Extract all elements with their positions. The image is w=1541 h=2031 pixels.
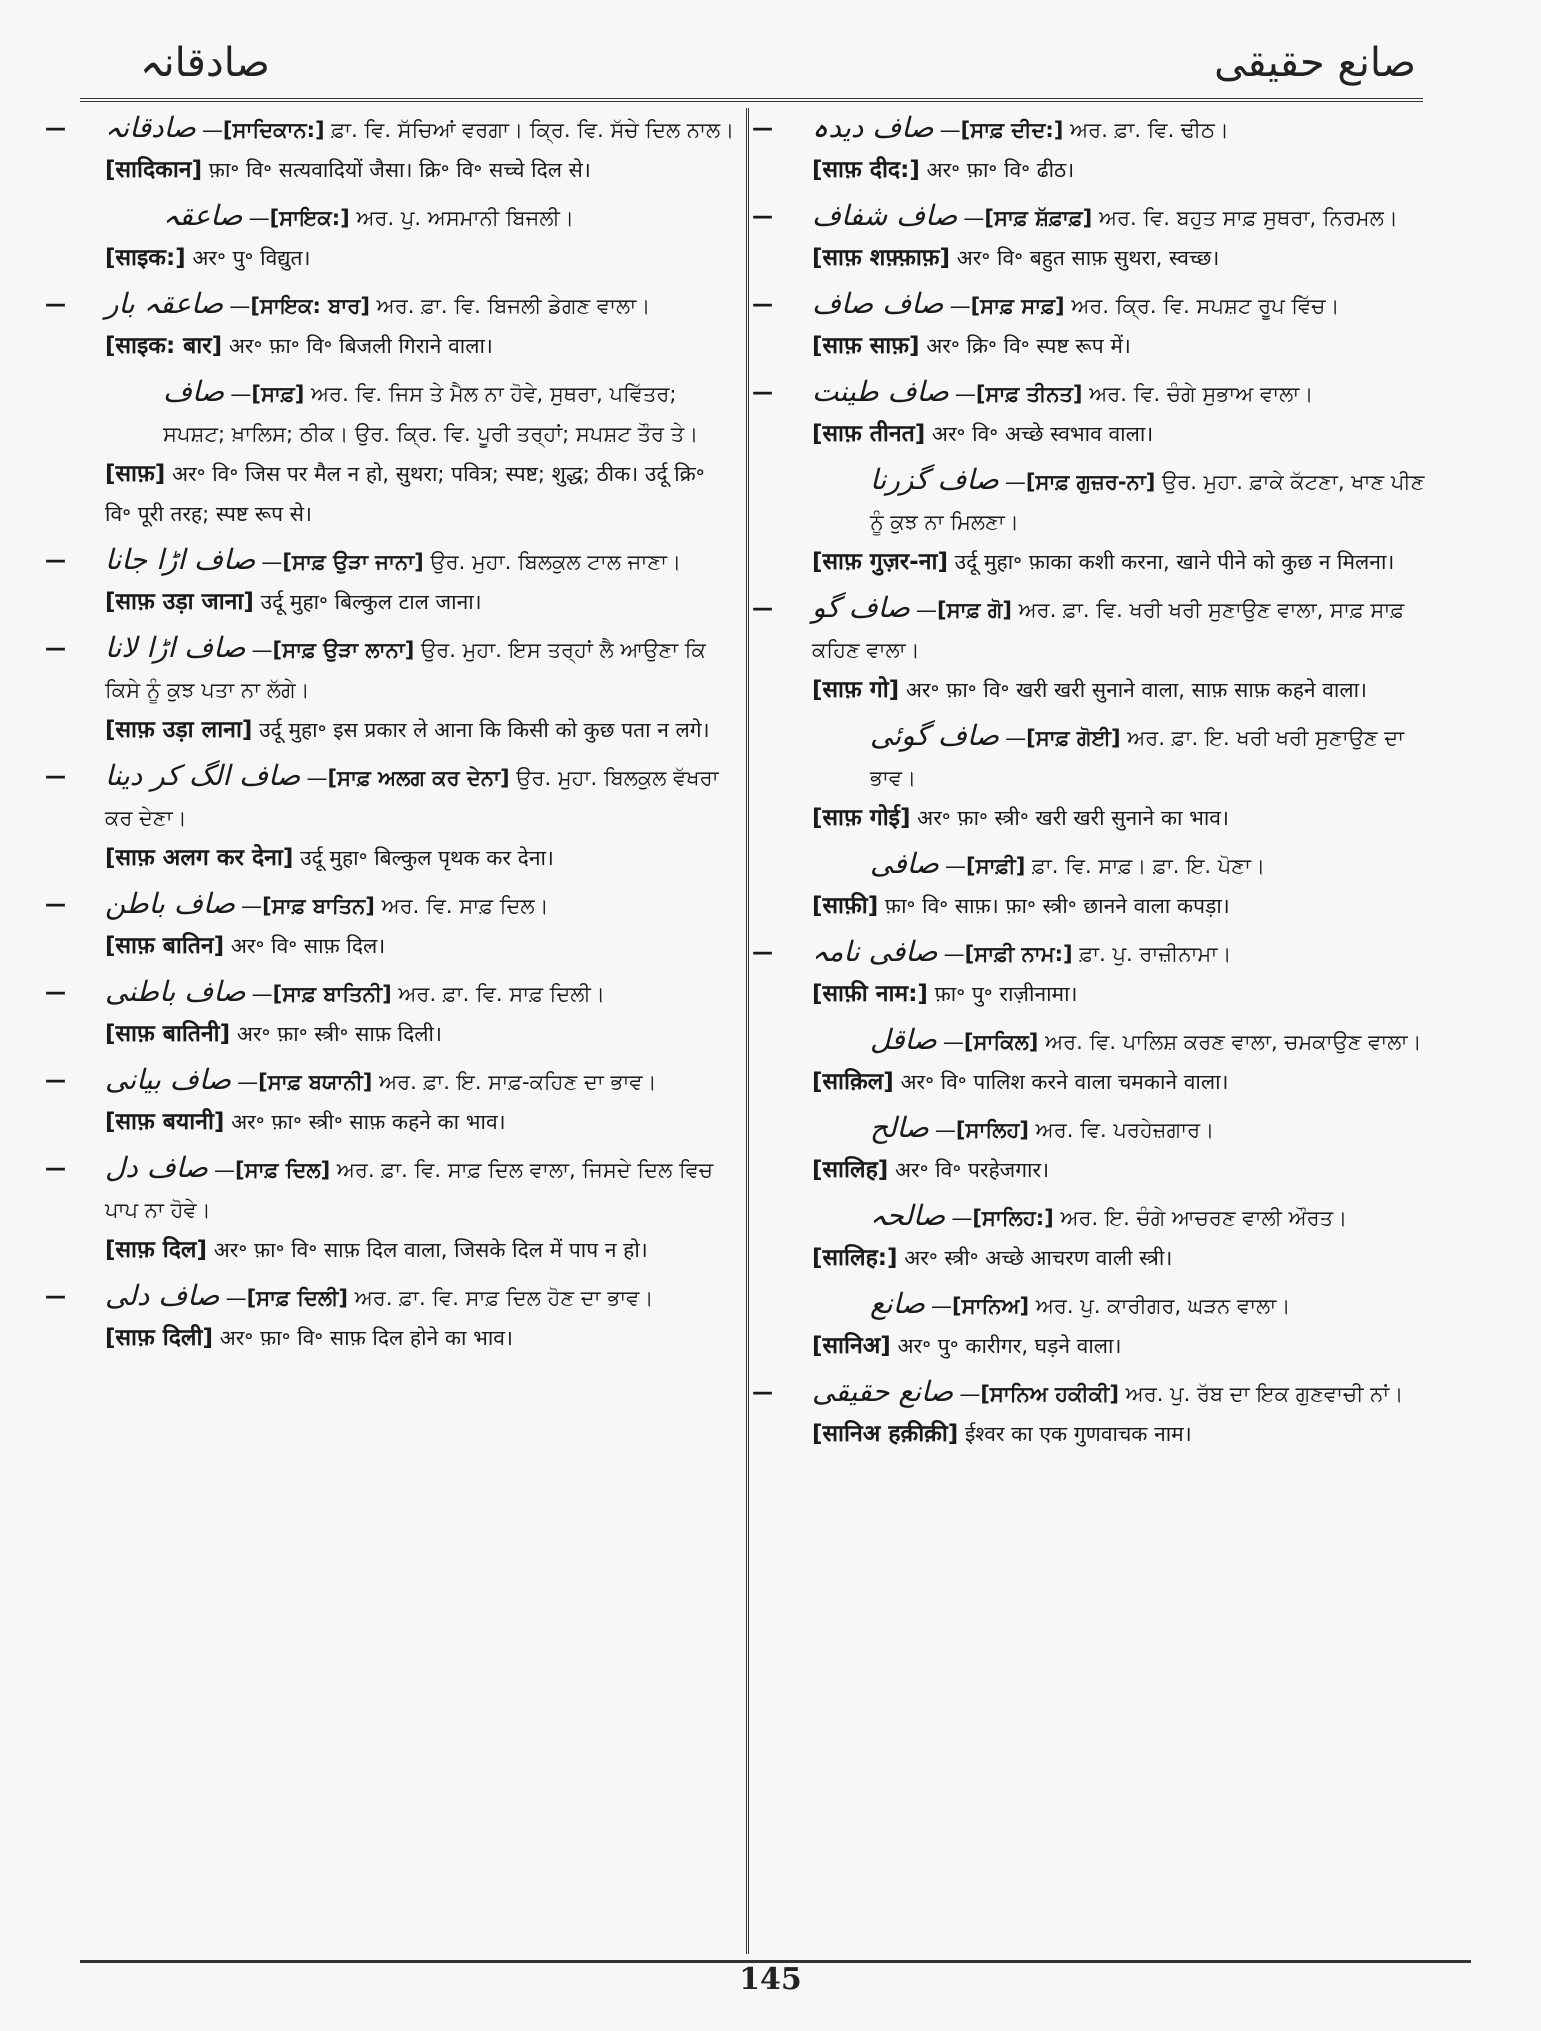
punjabi-definition: ਅਰ. ਫ਼ਾ. ਵਿ. ਬਿਜਲੀ ਡੇਗਣ ਵਾਲਾ। bbox=[376, 294, 651, 318]
punjabi-definition: ਅਰ. ਫ਼ਾ. ਵਿ. ਸਾਫ਼ ਦਿਲ ਵਾਲਾ, ਜਿਸਦੇ ਦਿਲ ਵਿਚ ਪਾਪ ਨਾ ਹੋਵੇ। bbox=[105, 1158, 714, 1222]
punjabi-headword: [ਸਾਫ਼ ਦਿਲ] bbox=[235, 1158, 331, 1182]
hindi-definition: अर॰ फ़ा॰ स्त्री॰ साफ़ कहने का भाव। bbox=[231, 1110, 506, 1134]
hindi-headword: [साफ़ बयानी] bbox=[105, 1109, 225, 1135]
punjabi-headword: [ਸਾਫ਼ ਸ਼ੱਫ਼ਾਫ਼] bbox=[984, 206, 1093, 230]
top-rule bbox=[80, 98, 1423, 106]
hindi-definition: अर॰ फ़ा॰ वि॰ खरी खरी सुनाने वाला, साफ़ साफ़ कहने वाला। bbox=[905, 678, 1368, 702]
hindi-definition: फ़ा॰ पु॰ राज़ीनामा। bbox=[934, 982, 1078, 1006]
hindi-headword: [साफ़ अलग कर देना] bbox=[105, 845, 294, 871]
hindi-headword: [साफ़ शफ़्फ़ाफ़] bbox=[812, 245, 951, 271]
entry-dash: — bbox=[45, 1068, 66, 1092]
hindi-headword: [साफ़ दिल] bbox=[105, 1237, 208, 1263]
punjabi-line: — صاف باطن —[ਸਾਫ਼ ਬਾਤਿਨ] ਅਰ. ਵਿ. ਸਾਫ਼ ਦਿਲ। bbox=[105, 884, 735, 926]
hindi-definition: अर॰ वि॰ अच्छे स्वभाव वाला। bbox=[931, 422, 1154, 446]
hindi-line bbox=[812, 886, 1442, 926]
punjabi-line: — صاف دیدہ —[ਸਾਫ਼ ਦੀਦ:] ਅਰ. ਫ਼ਾ. ਵਿ. ਢੀਠ। bbox=[812, 108, 1442, 150]
running-head-left: صادقانہ bbox=[140, 40, 270, 86]
punjabi-headword: [ਸਾਫ਼ ਦੀਦ:] bbox=[960, 118, 1064, 142]
entry-dash: — bbox=[45, 1284, 66, 1308]
punjabi-headword: [ਸਾਫ਼] bbox=[251, 382, 305, 406]
hindi-line bbox=[812, 1238, 1442, 1278]
dictionary-entry bbox=[812, 1108, 1442, 1190]
punjabi-headword: [ਸਾਫ਼ ਬਯਾਨੀ] bbox=[258, 1070, 373, 1094]
punjabi-line: — صاف اڑا جانا —[ਸਾਫ਼ ਉੜਾ ਜਾਨਾ] ਉਰ. ਮੁਹਾ. ਬਿਲਕੁਲ ਟਾਲ ਜਾਣਾ। bbox=[105, 540, 735, 582]
hindi-definition: अर॰ स्त्री॰ अच्छे आचरण वाली स्त्री। bbox=[904, 1246, 1173, 1270]
hindi-definition: उर्दू मुहा॰ बिल्कुल टाल जाना। bbox=[260, 590, 482, 614]
entry-dash: — bbox=[752, 380, 773, 404]
hindi-line bbox=[105, 1102, 735, 1142]
urdu-headword: صاف bbox=[163, 375, 225, 408]
punjabi-headword: [ਸਾਫ਼ ਸਾਫ਼] bbox=[970, 294, 1065, 318]
entry-dash: — bbox=[45, 980, 66, 1004]
hindi-headword: [सालिह] bbox=[812, 1157, 889, 1183]
hindi-definition: अर॰ क्रि॰ वि॰ स्पष्ट रूप में। bbox=[926, 334, 1131, 358]
hindi-definition: फ़ा॰ वि॰ साफ़। फ़ा॰ स्त्री॰ छानने वाला कपड़ा। bbox=[884, 894, 1230, 918]
punjabi-definition: ਅਰ. ਵਿ. ਬਹੁਤ ਸਾਫ਼ ਸੁਥਰਾ, ਨਿਰਮਲ। bbox=[1098, 206, 1398, 230]
entry-dash: — bbox=[752, 116, 773, 140]
punjabi-definition: ਅਰ. ਵਿ. ਚੰਗੇ ਸੁਭਾਅ ਵਾਲਾ। bbox=[1089, 382, 1314, 406]
hindi-definition: ईश्वर का एक गुणवाचक नाम। bbox=[964, 1422, 1192, 1446]
punjabi-line: صاقل —[ਸਾਕਿਲ] ਅਰ. ਵਿ. ਪਾਲਿਸ਼ ਕਰਣ ਵਾਲਾ, ਚਮਕਾਉਣ ਵਾਲਾ। bbox=[870, 1023, 1422, 1056]
punjabi-line: صافی —[ਸਾਫ਼ੀ] ਫ਼ਾ. ਵਿ. ਸਾਫ਼। ਫ਼ਾ. ਇ. ਪੋਣਾ। bbox=[870, 847, 1266, 880]
hindi-definition: अर॰ फ़ा॰ स्त्री॰ साफ़ दिली। bbox=[236, 1022, 442, 1046]
hindi-headword: [साइक: बार] bbox=[105, 333, 223, 359]
urdu-headword: صالح bbox=[870, 1111, 929, 1144]
urdu-headword: صاف باطنی bbox=[105, 975, 246, 1008]
hindi-definition: अर॰ वि॰ परहेजगार। bbox=[894, 1158, 1050, 1182]
punjabi-definition: ਉਰ. ਮੁਹਾ. ਇਸ ਤਰ੍ਹਾਂ ਲੈ ਆਉਣਾ ਕਿ ਕਿਸੇ ਨੂੰ ਕੁਝ ਪਤਾ ਨਾ ਲੱਗੇ। bbox=[105, 638, 706, 702]
punjabi-headword: [ਸਾਲਿਹ] bbox=[955, 1118, 1029, 1142]
dictionary-entry bbox=[45, 1060, 735, 1142]
punjabi-line: صاف گزرنا —[ਸਾਫ਼ ਗੁਜ਼ਰ-ਨਾ] ਉਰ. ਮੁਹਾ. ਫ਼ਾਕੇ ਕੱਟਣਾ, ਖਾਣ ਪੀਣ ਨੂੰ ਕੁਝ ਨਾ ਮਿਲਣਾ। bbox=[870, 463, 1425, 534]
hindi-line bbox=[105, 150, 735, 190]
urdu-headword: صاف طینت bbox=[812, 375, 949, 408]
urdu-headword: صاقل bbox=[870, 1023, 937, 1056]
punjabi-headword: [ਸਾਨਿਅ ਹਕੀਕੀ] bbox=[980, 1382, 1119, 1406]
entry-dash: — bbox=[45, 636, 66, 660]
dictionary-entry bbox=[45, 108, 735, 190]
hindi-headword: [सानिअ हक़ीक़ी] bbox=[812, 1421, 959, 1447]
urdu-headword: صاف اڑا جانا bbox=[105, 543, 256, 576]
hindi-definition: अर॰ वि॰ साफ़ दिल। bbox=[230, 934, 386, 958]
entry-dash: — bbox=[752, 596, 773, 620]
punjabi-line: — صاف گو —[ਸਾਫ਼ ਗੋ] ਅਰ. ਫ਼ਾ. ਵਿ. ਖਰੀ ਖਰੀ ਸੁਣਾਉਣ ਵਾਲਾ, ਸਾਫ਼ ਸਾਫ਼ ਕਹਿਣ ਵਾਲਾ। bbox=[812, 588, 1442, 670]
punjabi-line: — صاعقہ بار —[ਸਾਇਕ: ਬਾਰ] ਅਰ. ਫ਼ਾ. ਵਿ. ਬਿਜਲੀ ਡੇਗਣ ਵਾਲਾ। bbox=[105, 284, 735, 326]
hindi-line bbox=[105, 582, 735, 622]
dictionary-entry bbox=[45, 540, 735, 622]
urdu-headword: صاف گو bbox=[812, 591, 911, 624]
hindi-headword: [साफ़ तीनत] bbox=[812, 421, 926, 447]
dictionary-entry bbox=[752, 588, 1442, 710]
punjabi-definition: ਅਰ. ਵਿ. ਪਾਲਿਸ਼ ਕਰਣ ਵਾਲਾ, ਚਮਕਾਉਣ ਵਾਲਾ। bbox=[1045, 1030, 1422, 1054]
punjabi-headword: [ਸਾਨਿਅ] bbox=[952, 1294, 1030, 1318]
punjabi-definition: ਫ਼ਾ. ਵਿ. ਸੱਚਿਆਂ ਵਰਗਾ। ਕ੍ਰਿ. ਵਿ. ਸੱਚੇ ਦਿਲ ਨਾਲ। bbox=[331, 118, 735, 142]
entry-dash: — bbox=[752, 1380, 773, 1404]
left-column bbox=[45, 108, 735, 1364]
dictionary-entry bbox=[752, 1372, 1442, 1454]
hindi-line bbox=[105, 1014, 735, 1054]
page-number: 145 bbox=[739, 1962, 802, 1997]
hindi-line bbox=[812, 1414, 1442, 1454]
punjabi-headword: [ਸਾਇਕ: ਬਾਰ] bbox=[250, 294, 370, 318]
hindi-headword: [साफ़ बातिनी] bbox=[105, 1021, 231, 1047]
hindi-headword: [साफ़ गोई] bbox=[812, 805, 911, 831]
hindi-definition: अर॰ पु॰ विद्युत। bbox=[192, 246, 311, 270]
entry-dash: — bbox=[45, 116, 66, 140]
hindi-line bbox=[812, 1150, 1442, 1190]
punjabi-definition: ਅਰ. ਕ੍ਰਿ. ਵਿ. ਸਪਸ਼ਟ ਰੂਪ ਵਿੱਚ। bbox=[1071, 294, 1340, 318]
punjabi-headword: [ਸਾਫ਼ੀ ਨਾਮ:] bbox=[964, 942, 1073, 966]
punjabi-headword: [ਸਾਫ਼ ਅਲਗ ਕਰ ਦੇਨਾ] bbox=[327, 766, 510, 790]
hindi-line bbox=[812, 326, 1442, 366]
hindi-definition: उर्दू मुहा॰ बिल्कुल पृथक कर देना। bbox=[300, 846, 554, 870]
punjabi-headword: [ਸਾਫ਼ ਤੀਨਤ] bbox=[975, 382, 1083, 406]
hindi-headword: [सालिह:] bbox=[812, 1245, 898, 1271]
punjabi-line: صالح —[ਸਾਲਿਹ] ਅਰ. ਵਿ. ਪਰਹੇਜ਼ਗਾਰ। bbox=[870, 1111, 1215, 1144]
punjabi-line: صاف —[ਸਾਫ਼] ਅਰ. ਵਿ. ਜਿਸ ਤੇ ਮੈਲ ਨਾ ਹੋਵੇ, ਸੁਥਰਾ, ਪਵਿੱਤਰ; ਸਪਸ਼ਟ; ਖ਼ਾਲਿਸ; ਠੀਕ। ਉਰ. ਕ੍ਰਿ. ਵਿ. ਪੂਰੀ ਤਰ੍ਹਾਂ; ਸਪਸ਼ਟ ਤੌਰ ਤੇ। bbox=[163, 375, 699, 446]
entry-dash: — bbox=[45, 292, 66, 316]
hindi-definition: अर॰ वि॰ पालिश करने वाला चमकाने वाला। bbox=[900, 1070, 1229, 1094]
hindi-headword: [साफ़ दीद:] bbox=[812, 157, 920, 183]
urdu-headword: صاعقہ بار bbox=[105, 287, 224, 320]
urdu-headword: صاف الگ کر دینا bbox=[105, 759, 301, 792]
punjabi-definition: ਉਰ. ਮੁਹਾ. ਬਿਲਕੁਲ ਟਾਲ ਜਾਣਾ। bbox=[430, 550, 682, 574]
punjabi-headword: [ਸਾਫ਼ ਉੜਾ ਲਾਨਾ] bbox=[272, 638, 415, 662]
running-head-right: صانع حقیقی bbox=[1214, 40, 1416, 86]
hindi-definition: उर्दू मुहा॰ फ़ाका कशी करना, खाने पीने को कुछ न मिलना। bbox=[954, 550, 1395, 574]
punjabi-headword: [ਸਾਕਿਲ] bbox=[963, 1030, 1039, 1054]
hindi-line bbox=[812, 150, 1442, 190]
urdu-headword: صاف دل bbox=[105, 1151, 209, 1184]
hindi-line bbox=[105, 838, 735, 878]
hindi-headword: [साइक:] bbox=[105, 245, 186, 271]
punjabi-definition: ਅਰ. ਇ. ਚੰਗੇ ਆਚਰਣ ਵਾਲੀ ਔਰਤ। bbox=[1060, 1206, 1348, 1230]
hindi-line bbox=[105, 926, 735, 966]
punjabi-line: — صاف شفاف —[ਸਾਫ਼ ਸ਼ੱਫ਼ਾਫ਼] ਅਰ. ਵਿ. ਬਹੁਤ ਸਾਫ਼ ਸੁਥਰਾ, ਨਿਰਮਲ। bbox=[812, 196, 1442, 238]
dictionary-entry bbox=[45, 972, 735, 1054]
punjabi-headword: [ਸਾਫ਼ ਗੋ] bbox=[937, 598, 1012, 622]
urdu-headword: صاف گزرنا bbox=[870, 463, 999, 496]
hindi-headword: [साफ़ उड़ा जाना] bbox=[105, 589, 254, 615]
hindi-definition: अर॰ फ़ा॰ वि॰ ढीठ। bbox=[926, 158, 1075, 182]
hindi-definition: अर॰ फ़ा॰ स्त्री॰ खरी खरी सुनाने का भाव। bbox=[917, 806, 1229, 830]
hindi-line bbox=[812, 542, 1442, 582]
hindi-headword: [साफ़ उड़ा लाना] bbox=[105, 717, 253, 743]
urdu-headword: صاف بیانی bbox=[105, 1063, 232, 1096]
punjabi-definition: ਉਰ. ਮੁਹਾ. ਫ਼ਾਕੇ ਕੱਟਣਾ, ਖਾਣ ਪੀਣ ਨੂੰ ਕੁਝ ਨਾ ਮਿਲਣਾ। bbox=[870, 470, 1425, 534]
punjabi-line: — صاف دلی —[ਸਾਫ਼ ਦਿਲੀ] ਅਰ. ਫ਼ਾ. ਵਿ. ਸਾਫ਼ ਦਿਲ ਹੋਣ ਦਾ ਭਾਵ। bbox=[105, 1276, 735, 1318]
hindi-headword: [साफ़ गुज़र-ना] bbox=[812, 549, 948, 575]
entry-dash: — bbox=[45, 548, 66, 572]
hindi-headword: [सादिकान] bbox=[105, 157, 203, 183]
dictionary-entry bbox=[45, 1276, 735, 1358]
punjabi-line: — صاف دل —[ਸਾਫ਼ ਦਿਲ] ਅਰ. ਫ਼ਾ. ਵਿ. ਸਾਫ਼ ਦਿਲ ਵਾਲਾ, ਜਿਸਦੇ ਦਿਲ ਵਿਚ ਪਾਪ ਨਾ ਹੋਵੇ। bbox=[105, 1148, 735, 1230]
urdu-headword: صالحہ bbox=[870, 1199, 946, 1232]
punjabi-definition: ਅਰ. ਵਿ. ਜਿਸ ਤੇ ਮੈਲ ਨਾ ਹੋਵੇ, ਸੁਥਰਾ, ਪਵਿੱਤਰ; ਸਪਸ਼ਟ; ਖ਼ਾਲਿਸ; ਠੀਕ। ਉਰ. ਕ੍ਰਿ. ਵਿ. ਪੂਰੀ ਤਰ੍ਹਾਂ; ਸਪਸ਼ਟ ਤੌਰ ਤੇ। bbox=[163, 382, 699, 446]
punjabi-line: صالحہ —[ਸਾਲਿਹ:] ਅਰ. ਇ. ਚੰਗੇ ਆਚਰਣ ਵਾਲੀ ਔਰਤ। bbox=[870, 1199, 1348, 1232]
punjabi-definition: ਅਰ. ਫ਼ਾ. ਇ. ਖਰੀ ਖਰੀ ਸੁਣਾਉਣ ਦਾ ਭਾਵ। bbox=[870, 726, 1405, 790]
hindi-headword: [साफ़ी नाम:] bbox=[812, 981, 928, 1007]
hindi-line bbox=[812, 974, 1442, 1014]
punjabi-definition: ਫ਼ਾ. ਪੁ. ਰਾਜ਼ੀਨਾਮਾ। bbox=[1079, 942, 1232, 966]
urdu-headword: صاعقہ bbox=[163, 199, 243, 232]
punjabi-definition: ਅਰ. ਫ਼ਾ. ਇ. ਸਾਫ਼-ਕਹਿਣ ਦਾ ਭਾਵ। bbox=[379, 1070, 657, 1094]
punjabi-headword: [ਸਾਫ਼ ਉੜਾ ਜਾਨਾ] bbox=[282, 550, 424, 574]
hindi-headword: [साफ़ दिली] bbox=[105, 1325, 213, 1351]
punjabi-headword: [ਸਾਫ਼ ਦਿਲੀ] bbox=[246, 1286, 349, 1310]
urdu-headword: صاف شفاف bbox=[812, 199, 958, 232]
punjabi-line: — صاف اڑا لانا —[ਸਾਫ਼ ਉੜਾ ਲਾਨਾ] ਉਰ. ਮੁਹਾ. ਇਸ ਤਰ੍ਹਾਂ ਲੈ ਆਉਣਾ ਕਿ ਕਿਸੇ ਨੂੰ ਕੁਝ ਪਤਾ ਨਾ ਲੱਗੇ। bbox=[105, 628, 735, 710]
punjabi-headword: [ਸਾਫ਼ ਬਾਤਿਨੀ] bbox=[272, 982, 392, 1006]
punjabi-headword: [ਸਾਫ਼ ਗੁਜ਼ਰ-ਨਾ] bbox=[1025, 470, 1156, 494]
dictionary-entry bbox=[45, 756, 735, 878]
hindi-line bbox=[812, 414, 1442, 454]
dictionary-entry bbox=[752, 284, 1442, 366]
entry-dash: — bbox=[752, 204, 773, 228]
dictionary-entry bbox=[45, 284, 735, 366]
hindi-line bbox=[105, 1230, 735, 1270]
dictionary-entry bbox=[812, 1196, 1442, 1278]
hindi-headword: [साफ़ी] bbox=[812, 893, 879, 919]
urdu-headword: صاف گوئی bbox=[870, 719, 1000, 752]
punjabi-definition: ਅਰ. ਫ਼ਾ. ਵਿ. ਸਾਫ਼ ਦਿਲ ਹੋਣ ਦਾ ਭਾਵ। bbox=[354, 1286, 654, 1310]
hindi-definition: अर॰ पु॰ कारीगर, घड़ने वाला। bbox=[897, 1334, 1122, 1358]
punjabi-line: — صاف بیانی —[ਸਾਫ਼ ਬਯਾਨੀ] ਅਰ. ਫ਼ਾ. ਇ. ਸਾਫ਼-ਕਹਿਣ ਦਾ ਭਾਵ। bbox=[105, 1060, 735, 1102]
entry-dash: — bbox=[752, 292, 773, 316]
hindi-line bbox=[105, 710, 735, 750]
punjabi-line: صاعقہ —[ਸਾਇਕ:] ਅਰ. ਪੁ. ਅਸਮਾਨੀ ਬਿਜਲੀ। bbox=[163, 199, 575, 232]
entry-dash: — bbox=[45, 1156, 66, 1180]
punjabi-definition: ਅਰ. ਫ਼ਾ. ਵਿ. ਸਾਫ਼ ਦਿਲੀ। bbox=[398, 982, 605, 1006]
punjabi-line: — صاف باطنی —[ਸਾਫ਼ ਬਾਤਿਨੀ] ਅਰ. ਫ਼ਾ. ਵਿ. ਸਾਫ਼ ਦਿਲੀ। bbox=[105, 972, 735, 1014]
dictionary-entry bbox=[752, 372, 1442, 454]
punjabi-headword: [ਸਾਲਿਹ:] bbox=[972, 1206, 1054, 1230]
right-column bbox=[752, 108, 1442, 1460]
urdu-headword: صانع حقیقی bbox=[812, 1375, 954, 1408]
entry-dash: — bbox=[45, 892, 66, 916]
hindi-definition: अर॰ फ़ा॰ वि॰ साफ़ दिल होने का भाव। bbox=[219, 1326, 513, 1350]
dictionary-entry bbox=[812, 844, 1442, 926]
punjabi-headword: [ਸਾਇਕ:] bbox=[269, 206, 350, 230]
punjabi-definition: ਅਰ. ਫ਼ਾ. ਵਿ. ਖਰੀ ਖਰੀ ਸੁਣਾਉਣ ਵਾਲਾ, ਸਾਫ਼ ਸਾਫ਼ ਕਹਿਣ ਵਾਲਾ। bbox=[812, 598, 1405, 662]
urdu-headword: صافی bbox=[870, 847, 940, 880]
punjabi-line: — صاف طینت —[ਸਾਫ਼ ਤੀਨਤ] ਅਰ. ਵਿ. ਚੰਗੇ ਸੁਭਾਅ ਵਾਲਾ। bbox=[812, 372, 1442, 414]
dictionary-entry bbox=[105, 196, 735, 278]
entry-dash: — bbox=[45, 764, 66, 788]
hindi-line bbox=[105, 238, 735, 278]
urdu-headword: صاف دیدہ bbox=[812, 111, 934, 144]
entry-dash: — bbox=[752, 940, 773, 964]
hindi-line bbox=[812, 670, 1442, 710]
hindi-definition: उर्दू मुहा॰ इस प्रकार ले आना कि किसी को कुछ पता न लगे। bbox=[259, 718, 710, 742]
urdu-headword: صاف دلی bbox=[105, 1279, 220, 1312]
hindi-headword: [साक़िल] bbox=[812, 1069, 894, 1095]
urdu-headword: صاف صاف bbox=[812, 287, 944, 320]
punjabi-line: صانع —[ਸਾਨਿਅ] ਅਰ. ਪੁ. ਕਾਰੀਗਰ, ਘੜਨ ਵਾਲਾ। bbox=[870, 1287, 1291, 1320]
punjabi-definition: ਅਰ. ਪੁ. ਅਸਮਾਨੀ ਬਿਜਲੀ। bbox=[356, 206, 575, 230]
punjabi-definition: ਅਰ. ਵਿ. ਪਰਹੇਜ਼ਗਾਰ। bbox=[1035, 1118, 1215, 1142]
urdu-headword: صادقانہ bbox=[105, 111, 196, 144]
hindi-line bbox=[105, 454, 735, 534]
dictionary-entry bbox=[45, 628, 735, 750]
urdu-headword: صانع bbox=[870, 1287, 926, 1320]
hindi-headword: [साफ़ साफ़] bbox=[812, 333, 920, 359]
urdu-headword: صافی نامہ bbox=[812, 935, 938, 968]
punjabi-line: — صاف الگ کر دینا —[ਸਾਫ਼ ਅਲਗ ਕਰ ਦੇਨਾ] ਉਰ. ਮੁਹਾ. ਬਿਲਕੁਲ ਵੱਖਰਾ ਕਰ ਦੇਣਾ। bbox=[105, 756, 735, 838]
hindi-line bbox=[812, 798, 1442, 838]
hindi-headword: [सानिअ] bbox=[812, 1333, 891, 1359]
punjabi-definition: ਫ਼ਾ. ਵਿ. ਸਾਫ਼। ਫ਼ਾ. ਇ. ਪੋਣਾ। bbox=[1032, 854, 1266, 878]
punjabi-definition: ਅਰ. ਵਿ. ਸਾਫ਼ ਦਿਲ। bbox=[381, 894, 549, 918]
hindi-definition: अर॰ वि॰ बहुत साफ़ सुथरा, स्वच्छ। bbox=[956, 246, 1220, 270]
hindi-line bbox=[105, 1318, 735, 1358]
dictionary-entry bbox=[812, 1020, 1442, 1102]
dictionary-entry bbox=[812, 1284, 1442, 1366]
punjabi-line: — صافی نامہ —[ਸਾਫ਼ੀ ਨਾਮ:] ਫ਼ਾ. ਪੁ. ਰਾਜ਼ੀਨਾਮਾ। bbox=[812, 932, 1442, 974]
punjabi-line: — صانع حقیقی —[ਸਾਨਿਅ ਹਕੀਕੀ] ਅਰ. ਪੁ. ਰੱਬ ਦਾ ਇਕ ਗੁਣਵਾਚੀ ਨਾਂ। bbox=[812, 1372, 1442, 1414]
hindi-definition: फ़ा॰ वि॰ सत्यवादियों जैसा। क्रि॰ वि॰ सच्चे दिल से। bbox=[208, 158, 591, 182]
punjabi-line: — صاف صاف —[ਸਾਫ਼ ਸਾਫ਼] ਅਰ. ਕ੍ਰਿ. ਵਿ. ਸਪਸ਼ਟ ਰੂਪ ਵਿੱਚ। bbox=[812, 284, 1442, 326]
hindi-headword: [साफ़] bbox=[105, 461, 166, 487]
punjabi-headword: [ਸਾਦਿਕਾਨ:] bbox=[222, 118, 325, 142]
punjabi-headword: [ਸਾਫ਼ ਬਾਤਿਨ] bbox=[262, 894, 375, 918]
hindi-headword: [साफ़ गो] bbox=[812, 677, 900, 703]
punjabi-line: صاف گوئی —[ਸਾਫ਼ ਗੋਈ] ਅਰ. ਫ਼ਾ. ਇ. ਖਰੀ ਖਰੀ ਸੁਣਾਉਣ ਦਾ ਭਾਵ। bbox=[870, 719, 1405, 790]
hindi-definition: अर॰ वि॰ जिस पर मैल न हो, सुथरा; पवित्र; स्पष्ट; शुद्ध; ठीक। उर्दू क्रि॰ वि॰ पूरी तरह; स्पष्ट रूप से। bbox=[105, 462, 705, 526]
dictionary-entry bbox=[105, 372, 735, 534]
hindi-line bbox=[812, 1326, 1442, 1366]
hindi-line bbox=[812, 238, 1442, 278]
dictionary-entry bbox=[752, 932, 1442, 1014]
punjabi-definition: ਅਰ. ਪੁ. ਰੱਬ ਦਾ ਇਕ ਗੁਣਵਾਚੀ ਨਾਂ। bbox=[1125, 1382, 1404, 1406]
urdu-headword: صاف اڑا لانا bbox=[105, 631, 246, 664]
punjabi-definition: ਅਰ. ਪੁ. ਕਾਰੀਗਰ, ਘੜਨ ਵਾਲਾ। bbox=[1035, 1294, 1291, 1318]
dictionary-entry bbox=[45, 884, 735, 966]
dictionary-entry bbox=[812, 716, 1442, 838]
punjabi-definition: ਅਰ. ਫ਼ਾ. ਵਿ. ਢੀਠ। bbox=[1070, 118, 1229, 142]
hindi-definition: अर॰ फ़ा॰ वि॰ बिजली गिराने वाला। bbox=[228, 334, 493, 358]
punjabi-line: — صادقانہ —[ਸਾਦਿਕਾਨ:] ਫ਼ਾ. ਵਿ. ਸੱਚਿਆਂ ਵਰਗਾ। ਕ੍ਰਿ. ਵਿ. ਸੱਚੇ ਦਿਲ ਨਾਲ। bbox=[105, 108, 735, 150]
punjabi-definition: ਉਰ. ਮੁਹਾ. ਬਿਲਕੁਲ ਵੱਖਰਾ ਕਰ ਦੇਣਾ। bbox=[105, 766, 719, 830]
punjabi-headword: [ਸਾਫ਼ੀ] bbox=[966, 854, 1026, 878]
hindi-headword: [साफ़ बातिन] bbox=[105, 933, 225, 959]
dictionary-entry bbox=[752, 196, 1442, 278]
hindi-line bbox=[812, 1062, 1442, 1102]
urdu-headword: صاف باطن bbox=[105, 887, 236, 920]
dictionary-entry bbox=[752, 108, 1442, 190]
dictionary-entry bbox=[812, 460, 1442, 582]
dictionary-entry bbox=[45, 1148, 735, 1270]
punjabi-headword: [ਸਾਫ਼ ਗੋਈ] bbox=[1026, 726, 1121, 750]
hindi-definition: अर॰ फ़ा॰ वि॰ साफ़ दिल वाला, जिसके दिल में पाप न हो। bbox=[213, 1238, 648, 1262]
hindi-line bbox=[105, 326, 735, 366]
